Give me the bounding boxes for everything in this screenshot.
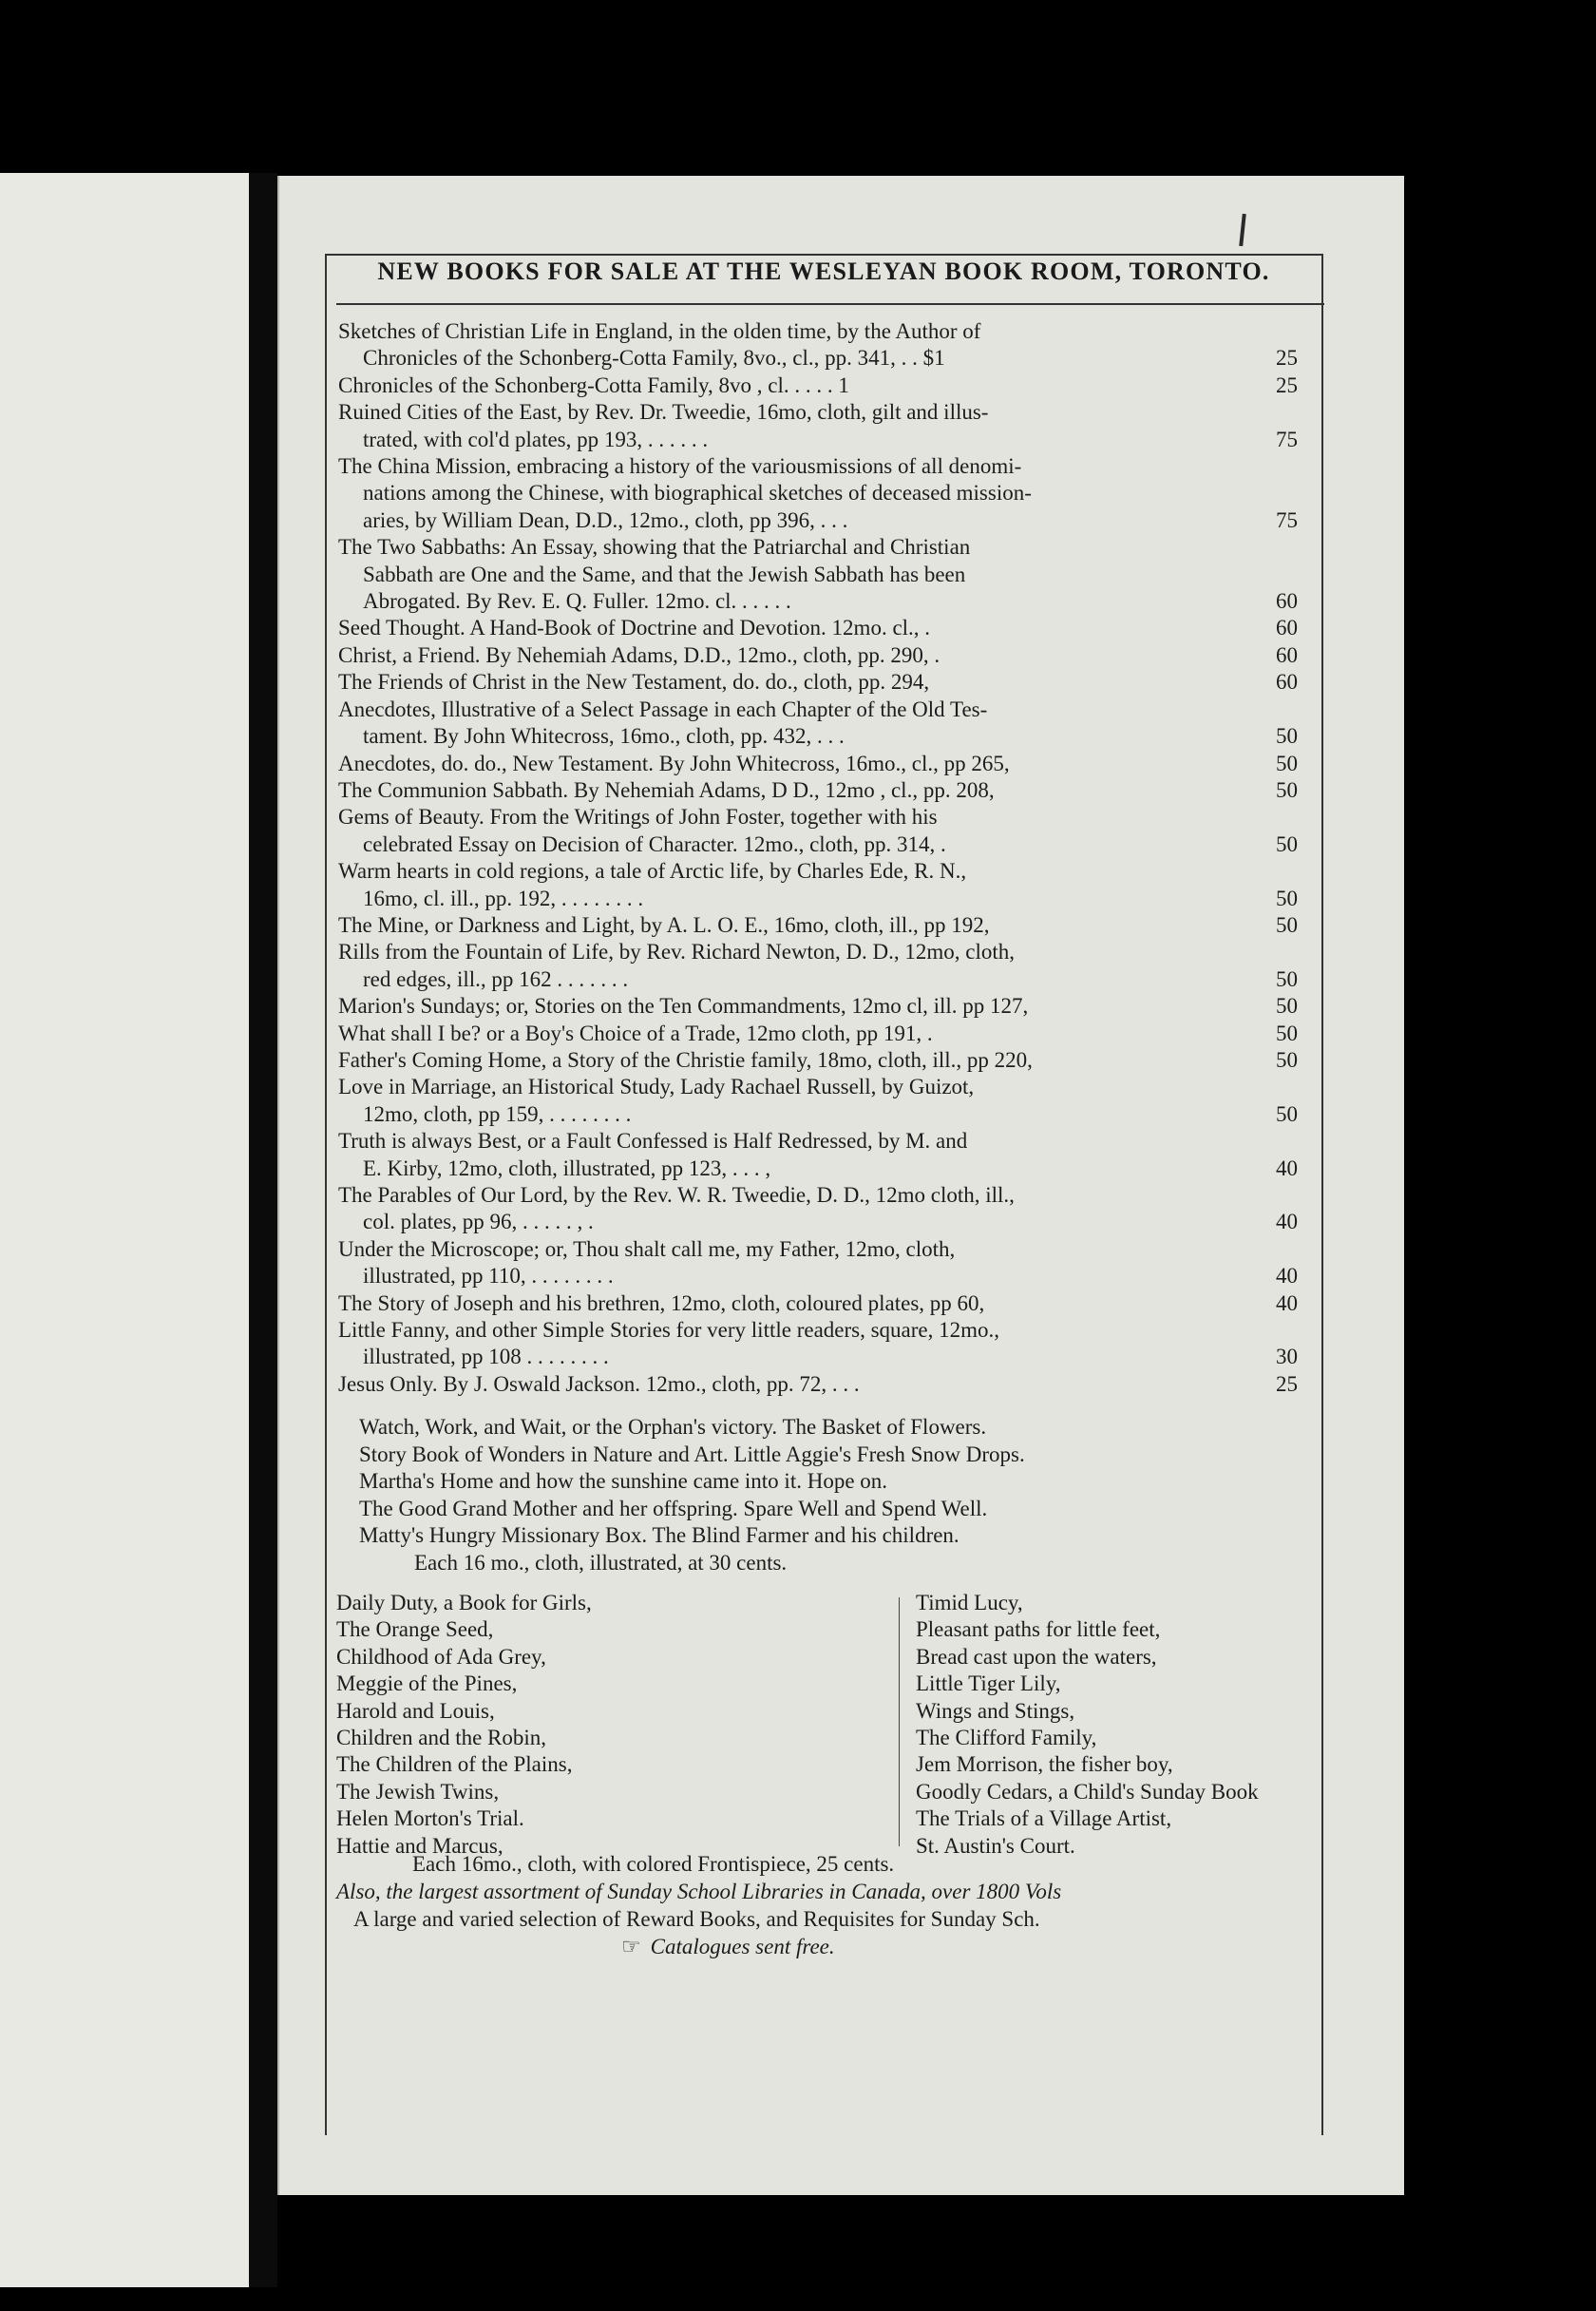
book-gutter	[249, 173, 277, 2287]
left-column-title: Harold and Louis,	[336, 1698, 495, 1723]
entry-line: Gems of Beauty. From the Writings of John Foster, together with his	[338, 805, 938, 830]
entry-price: 50	[1276, 1101, 1298, 1126]
entry-price: 50	[1276, 777, 1298, 802]
entry-price: 50	[1276, 994, 1298, 1019]
entry-line: trated, with col'd plates, pp 193, . . . . . .	[363, 427, 709, 451]
column-divider	[899, 1597, 900, 1846]
left-column-title: Childhood of Ada Grey,	[336, 1644, 546, 1669]
entry-line: Abrogated. By Rev. E. Q. Fuller. 12mo. cl. . . . . .	[363, 589, 791, 614]
catalog-entry	[338, 939, 1298, 993]
entry-price: 60	[1276, 670, 1298, 695]
left-column	[336, 1590, 592, 1860]
catalog-entry	[338, 1236, 1298, 1290]
catalog-entry	[338, 777, 1298, 804]
catalog-entry	[338, 751, 1298, 777]
catalog-entry	[338, 453, 1298, 534]
entry-price: 60	[1276, 642, 1298, 667]
entry-price: 75	[1276, 427, 1298, 451]
right-column-title: St. Austin's Court.	[916, 1833, 1075, 1858]
frame-left-rule	[325, 254, 327, 2135]
series-line: Story Book of Wonders in Nature and Art. Little Aggie's Fresh Snow Drops.	[359, 1442, 1025, 1466]
catalog-entry	[338, 1047, 1298, 1074]
footer-price-note: Each 16mo., cloth, with colored Frontispiece, 25 cents.	[412, 1852, 895, 1876]
catalog-entry	[338, 1021, 1298, 1047]
entry-line: The Mine, or Darkness and Light, by A. L. O. E., 16mo, cloth, ill., pp 192,	[338, 912, 990, 937]
series-line: Matty's Hungry Missionary Box. The Blind Farmer and his children.	[359, 1523, 960, 1548]
right-column-title: The Trials of a Village Artist,	[916, 1806, 1172, 1831]
two-column-list	[336, 1590, 1324, 1858]
footer-catalogues-note	[336, 1933, 1324, 1960]
catalog-entry	[338, 1182, 1298, 1236]
catalog-entry	[338, 372, 1298, 399]
entry-line: col. plates, pp 96, . . . . . , .	[363, 1210, 594, 1234]
entry-line: tament. By John Whitecross, 16mo., cloth, pp. 432, . . .	[363, 724, 845, 749]
catalog-entry	[338, 993, 1298, 1020]
catalogues-text: Catalogues sent free.	[650, 1935, 835, 1958]
right-column-title: Wings and Stings,	[916, 1698, 1075, 1723]
entry-line: The Communion Sabbath. By Nehemiah Adams, D D., 12mo , cl., pp. 208,	[338, 777, 995, 802]
left-column-title: Hattie and Marcus,	[336, 1833, 504, 1858]
frame-top-rule	[325, 254, 1322, 256]
entry-price: 50	[1276, 831, 1298, 856]
entry-price: 25	[1276, 372, 1298, 397]
series-line: The Good Grand Mother and her offspring. Spare Well and Spend Well.	[359, 1496, 988, 1520]
entry-price: 50	[1276, 751, 1298, 775]
entry-price: 30	[1276, 1345, 1298, 1369]
entry-line: Little Fanny, and other Simple Stories for very little readers, square, 12mo.,	[338, 1318, 1000, 1343]
entry-price: 50	[1276, 966, 1298, 991]
left-column-title: Helen Morton's Trial.	[336, 1806, 524, 1831]
entry-line: The Story of Joseph and his brethren, 12mo, cloth, coloured plates, pp 60,	[338, 1290, 985, 1315]
entry-price: 50	[1276, 912, 1298, 937]
right-column-title: Goodly Cedars, a Child's Sunday Book	[916, 1779, 1259, 1804]
entry-line: Anecdotes, Illustrative of a Select Passage in each Chapter of the Old Tes-	[338, 697, 988, 721]
entry-price: 40	[1276, 1156, 1298, 1180]
entry-line: Love in Marriage, an Historical Study, Lady Rachael Russell, by Guizot,	[338, 1075, 975, 1099]
left-column-title: Meggie of the Pines,	[336, 1671, 518, 1696]
series-price-note: Each 16 mo., cloth, illustrated, at 30 cents.	[414, 1550, 788, 1575]
entry-line: Jesus Only. By J. Oswald Jackson. 12mo., cloth, pp. 72, . . .	[338, 1371, 860, 1396]
entry-line: The Parables of Our Lord, by the Rev. W. R. Tweedie, D. D., 12mo cloth, ill.,	[338, 1183, 1015, 1207]
entry-price: 50	[1276, 724, 1298, 749]
entry-line: Christ, a Friend. By Nehemiah Adams, D.D., 12mo., cloth, pp. 290, .	[338, 642, 940, 667]
entry-line: Warm hearts in cold regions, a tale of Arctic life, by Charles Ede, R. N.,	[338, 859, 967, 884]
catalog-entry	[338, 697, 1298, 751]
entry-line: aries, by William Dean, D.D., 12mo., cloth, pp 396, . . .	[363, 507, 848, 532]
entry-line: Sketches of Christian Life in England, in the olden time, by the Author of	[338, 319, 981, 343]
left-column-title: The Orange Seed,	[336, 1617, 494, 1642]
right-column-title: The Clifford Family,	[916, 1726, 1097, 1750]
catalog-entry	[338, 1290, 1298, 1317]
entry-price: 40	[1276, 1210, 1298, 1234]
left-column-title: The Jewish Twins,	[336, 1779, 500, 1804]
catalog-entry	[338, 804, 1298, 858]
entry-line: What shall I be? or a Boy's Choice of a Trade, 12mo cloth, pp 191, .	[338, 1021, 933, 1045]
catalog-entry	[338, 534, 1298, 615]
book-catalog-list	[338, 318, 1298, 1398]
entry-line: Anecdotes, do. do., New Testament. By John Whitecross, 16mo., cl., pp 265,	[338, 751, 1010, 775]
page-header: NEW BOOKS FOR SALE AT THE WESLEYAN BOOK ROOM, TORONTO.	[377, 258, 1270, 285]
page-footer	[336, 1850, 1324, 1960]
right-column-title: Little Tiger Lily,	[916, 1671, 1061, 1696]
entry-line: Rills from the Fountain of Life, by Rev. Richard Newton, D. D., 12mo, cloth,	[338, 940, 1016, 965]
entry-line: Truth is always Best, or a Fault Confessed is Half Redressed, by M. and	[338, 1129, 968, 1154]
entry-line: The Friends of Christ in the New Testament, do. do., cloth, pp. 294,	[338, 670, 930, 695]
entry-line: The Two Sabbaths: An Essay, showing that the Patriarchal and Christian	[338, 535, 971, 560]
entry-price: 75	[1276, 507, 1298, 532]
right-column	[916, 1590, 1259, 1860]
entry-line: Chronicles of the Schonberg-Cotta Family, 8vo., cl., pp. 341, . . $1	[363, 346, 945, 371]
entry-price: 60	[1276, 589, 1298, 614]
series-list	[359, 1414, 1309, 1577]
entry-line: Marion's Sundays; or, Stories on the Ten Commandments, 12mo cl, ill. pp 127,	[338, 994, 1029, 1019]
entry-line: Under the Microscope; or, Thou shalt call me, my Father, 12mo, cloth,	[338, 1236, 956, 1261]
entry-price: 40	[1276, 1264, 1298, 1289]
entry-price: 40	[1276, 1290, 1298, 1315]
catalog-entry	[338, 1128, 1298, 1182]
entry-price: 60	[1276, 616, 1298, 640]
entry-price: 50	[1276, 1021, 1298, 1045]
right-column-title: Pleasant paths for little feet,	[916, 1617, 1161, 1642]
footer-libraries-note: Also, the largest assortment of Sunday School Libraries in Canada, over 1800 Vols	[336, 1880, 1062, 1903]
catalog-entry	[338, 912, 1298, 939]
footer-requisites-note: A large and varied selection of Reward Books, and Requisites for Sunday Sch.	[353, 1907, 1040, 1931]
sheet-mark	[1239, 214, 1246, 246]
catalog-entry	[338, 1074, 1298, 1128]
catalog-entry	[338, 615, 1298, 641]
catalog-entry	[338, 642, 1298, 669]
entry-line: 16mo, cl. ill., pp. 192, . . . . . . . .	[363, 886, 644, 910]
catalog-entry	[338, 399, 1298, 453]
entry-line: E. Kirby, 12mo, cloth, illustrated, pp 123, . . . ,	[363, 1156, 771, 1180]
pointing-hand-icon: ☞	[621, 1935, 641, 1958]
entry-line: The China Mission, embracing a history of the variousmissions of all denomi-	[338, 454, 1022, 479]
catalog-page	[277, 176, 1404, 2195]
entry-price: 50	[1276, 1047, 1298, 1072]
entry-price: 25	[1276, 1371, 1298, 1396]
entry-line: 12mo, cloth, pp 159, . . . . . . . .	[363, 1101, 632, 1126]
series-line: Martha's Home and how the sunshine came into it. Hope on.	[359, 1469, 888, 1494]
header-divider	[336, 303, 1324, 305]
entry-line: Seed Thought. A Hand-Book of Doctrine and Devotion. 12mo. cl., .	[338, 616, 931, 640]
left-column-title: Children and the Robin,	[336, 1726, 547, 1750]
entry-line: Chronicles of the Schonberg-Cotta Family, 8vo , cl. . . . . 1	[338, 372, 849, 397]
catalog-entry	[338, 858, 1298, 912]
series-line: Watch, Work, and Wait, or the Orphan's victory. The Basket of Flowers.	[359, 1415, 987, 1439]
entry-line: Ruined Cities of the East, by Rev. Dr. Tweedie, 16mo, cloth, gilt and illus-	[338, 400, 989, 425]
entry-line: nations among the Chinese, with biographical sketches of deceased mission-	[363, 481, 1032, 506]
catalog-entry	[338, 1317, 1298, 1371]
entry-line: celebrated Essay on Decision of Character. 12mo., cloth, pp. 314, .	[363, 831, 946, 856]
entry-line: Sabbath are One and the Same, and that the Jewish Sabbath has been	[363, 562, 966, 586]
entry-line: illustrated, pp 110, . . . . . . . .	[363, 1264, 614, 1289]
left-page-edge	[0, 173, 249, 2287]
right-column-title: Timid Lucy,	[916, 1591, 1023, 1614]
entry-line: red edges, ill., pp 162 . . . . . . .	[363, 966, 629, 991]
entry-line: Father's Coming Home, a Story of the Christie family, 18mo, cloth, ill., pp 220,	[338, 1047, 1033, 1072]
left-column-title: The Children of the Plains,	[336, 1752, 573, 1777]
left-column-title: Daily Duty, a Book for Girls,	[336, 1591, 592, 1614]
right-column-title: Jem Morrison, the fisher boy,	[916, 1752, 1173, 1777]
catalog-entry	[338, 1371, 1298, 1398]
right-column-title: Bread cast upon the waters,	[916, 1644, 1157, 1669]
entry-price: 25	[1276, 346, 1298, 371]
entry-line: illustrated, pp 108 . . . . . . . .	[363, 1345, 609, 1369]
entry-price: 50	[1276, 886, 1298, 910]
catalog-entry	[338, 318, 1298, 372]
catalog-entry	[338, 669, 1298, 696]
